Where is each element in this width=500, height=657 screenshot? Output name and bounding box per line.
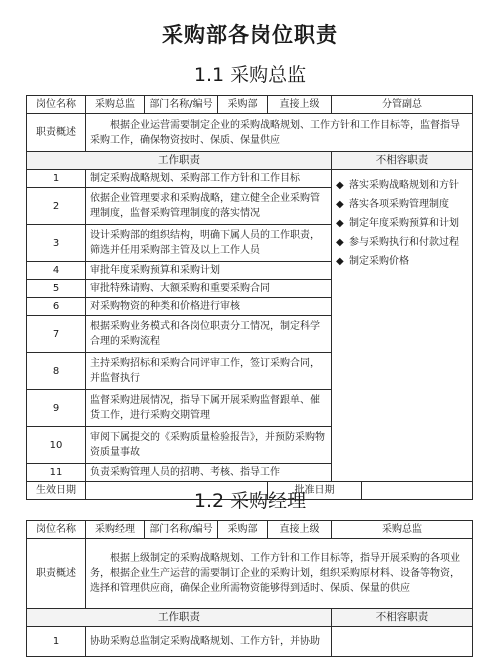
section2-table (26, 520, 473, 657)
incompatible-list-cell (332, 170, 473, 482)
superior-label: 直接上级 (268, 521, 332, 539)
overview-label: 职责概述 (27, 114, 86, 152)
diamond-bullet-icon: ◆ (336, 218, 344, 229)
duty-row (27, 627, 473, 657)
incompatible-cell (332, 627, 473, 657)
incompatible-item: ◆ 落实采购战略规划和方针 (336, 178, 468, 194)
duty-text: 审批特殊请购、大额采购和重要采购合同 (86, 280, 332, 298)
incompatible-header: 不相容职责 (332, 152, 473, 170)
position-label: 岗位名称 (27, 521, 86, 539)
superior-label: 直接上级 (268, 96, 332, 114)
position-row (27, 521, 473, 539)
duty-number: 7 (27, 316, 86, 353)
duties-header: 工作职责 (27, 609, 332, 627)
duty-text: 负责采购管理人员的招聘、考核、指导工作 (86, 464, 332, 482)
superior-value: 分管副总 (332, 96, 473, 114)
incompatible-list (336, 178, 468, 270)
effective-date-label: 生效日期 (27, 482, 86, 500)
duty-number: 11 (27, 464, 86, 482)
dept-value: 采购部 (218, 521, 268, 539)
duty-text: 设计采购部的组织结构，明确下属人员的工作职责，筛选并任用采购部主管及以上工作人员 (86, 225, 332, 262)
overview-text: 根据企业运营需要制定企业的采购战略规划、工作方针和工作目标等，监督指导采购工作，确保物资按时、保质、保量供应 (86, 114, 473, 152)
duty-text: 根据采购业务模式和各岗位职责分工情况，制定科学合理的采购流程 (86, 316, 332, 353)
duty-number: 1 (27, 627, 86, 657)
duty-number: 9 (27, 390, 86, 427)
dept-label: 部门名称/编号 (145, 96, 218, 114)
position-value: 采购经理 (86, 521, 145, 539)
duty-text: 主持采购招标和采购合同评审工作，签订采购合同，并监督执行 (86, 353, 332, 390)
incompatible-item: ◆ 参与采购执行和付款过程 (336, 235, 468, 251)
superior-value: 采购总监 (332, 521, 473, 539)
overview-label: 职责概述 (27, 539, 86, 609)
incompatible-item: ◆ 制定年度采购预算和计划 (336, 216, 468, 232)
diamond-bullet-icon: ◆ (336, 180, 344, 191)
duty-number: 5 (27, 280, 86, 298)
duty-text: 审批年度采购预算和采购计划 (86, 262, 332, 280)
duty-text: 审阅下属提交的《采购质量检验报告》，并预防采购物资质量事故 (86, 427, 332, 464)
document-title: 采购部各岗位职责 (162, 23, 338, 47)
duties-header-row (27, 152, 473, 170)
position-label: 岗位名称 (27, 96, 86, 114)
section1-heading: 1.1 采购总监 (193, 64, 307, 86)
section2-heading: 1.2 采购经理 (193, 490, 307, 512)
duty-number: 10 (27, 427, 86, 464)
incompatible-item: ◆ 落实各项采购管理制度 (336, 197, 468, 213)
section1-table (26, 95, 473, 500)
diamond-bullet-icon: ◆ (336, 237, 344, 248)
duty-text: 制定采购战略规划、采购部工作方针和工作目标 (86, 170, 332, 188)
duty-text: 协助采购总监制定采购战略规划、工作方针，并协助 (86, 627, 332, 657)
position-value: 采购总监 (86, 96, 145, 114)
duty-text: 对采购物资的种类和价格进行审核 (86, 298, 332, 316)
duty-number: 2 (27, 188, 86, 225)
duty-number: 8 (27, 353, 86, 390)
dept-value: 采购部 (218, 96, 268, 114)
duty-row (27, 170, 473, 188)
diamond-bullet-icon: ◆ (336, 256, 344, 267)
overview-row (27, 539, 473, 609)
duty-text: 依据企业管理要求和采购战略，建立健全企业采购管理制度，监督采购管理制度的落实情况 (86, 188, 332, 225)
overview-row (27, 114, 473, 152)
incompatible-item: ◆ 制定采购价格 (336, 254, 468, 270)
incompatible-header: 不相容职责 (332, 609, 473, 627)
dept-label: 部门名称/编号 (145, 521, 218, 539)
overview-text: 根据上级制定的采购战略规划、工作方针和工作目标等，指导开展采购的各项业务，根据企业生产运营的需要制订企业的采购计划，组织采购原材料、设备等物资，选择和管理供应商，确保企业所需物资能够得到适时、保质、保量的供应 (86, 539, 473, 609)
duty-number: 1 (27, 170, 86, 188)
diamond-bullet-icon: ◆ (336, 199, 344, 210)
duty-number: 6 (27, 298, 86, 316)
position-row (27, 96, 473, 114)
duty-text: 监督采购进展情况，指导下属开展采购监督跟单、催货工作，进行采购交期管理 (86, 390, 332, 427)
duties-header-row (27, 609, 473, 627)
duty-number: 4 (27, 262, 86, 280)
duty-number: 3 (27, 225, 86, 262)
approval-date-label: 批准日期 (268, 482, 362, 500)
duties-header: 工作职责 (27, 152, 332, 170)
